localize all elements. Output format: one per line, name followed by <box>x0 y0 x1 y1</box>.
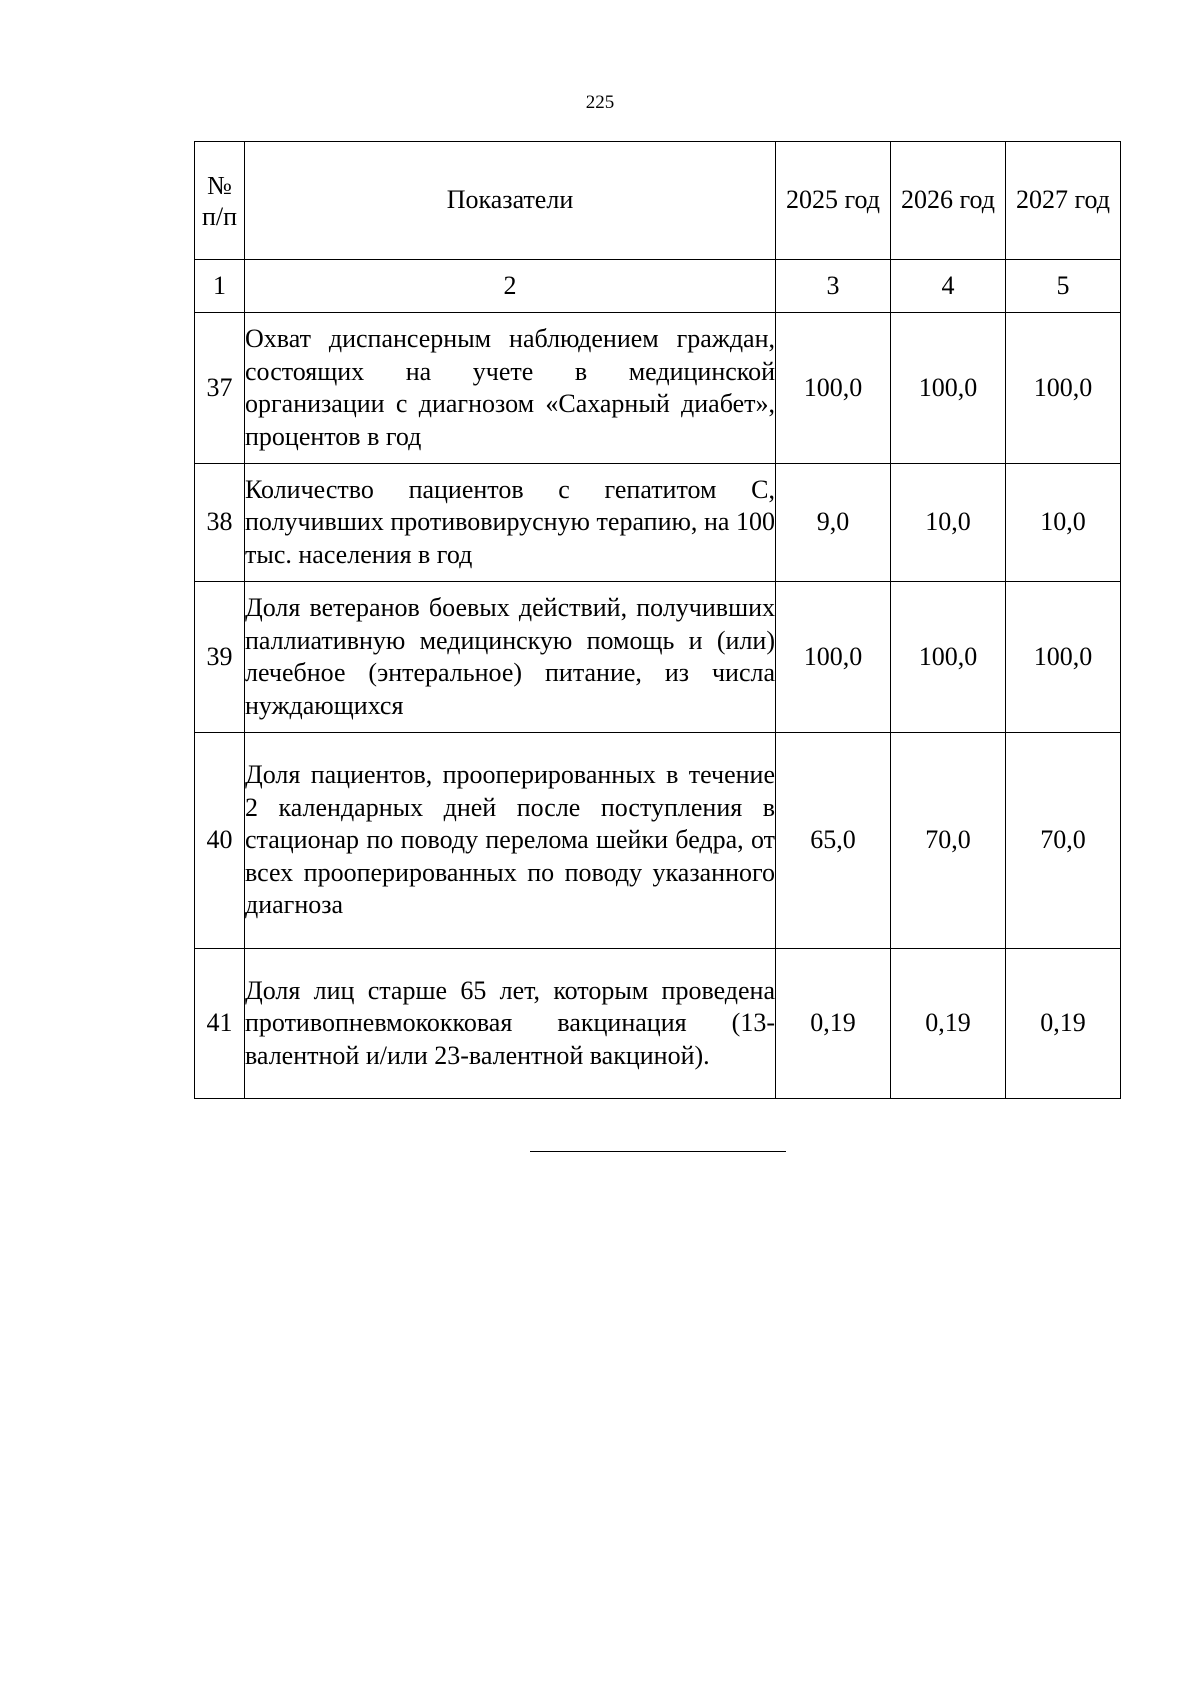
indicators-table <box>194 141 1121 1099</box>
page-number: 225 <box>585 92 615 113</box>
table-row <box>195 733 1121 949</box>
value-2025: 65,0 <box>776 733 891 949</box>
value-2025: 100,0 <box>776 313 891 464</box>
column-number: 5 <box>1006 260 1121 313</box>
column-number: 2 <box>245 260 776 313</box>
table-row <box>195 313 1121 464</box>
column-number: 1 <box>195 260 245 313</box>
value-2026: 10,0 <box>891 464 1006 582</box>
row-number: 40 <box>195 733 245 949</box>
value-2027: 10,0 <box>1006 464 1121 582</box>
value-2026: 70,0 <box>891 733 1006 949</box>
table-row <box>195 582 1121 733</box>
header-year-2026: 2026 год <box>891 142 1006 260</box>
value-2027: 100,0 <box>1006 313 1121 464</box>
table-row <box>195 949 1121 1099</box>
row-indicator: Доля лиц старше 65 лет, которым проведена противопневмококковая вакцинация (13-валентной и/или 23-валентной вакциной). <box>245 949 776 1099</box>
value-2027: 100,0 <box>1006 582 1121 733</box>
header-num: № п/п <box>195 142 245 260</box>
header-year-2025: 2025 год <box>776 142 891 260</box>
header-indicators: Показатели <box>245 142 776 260</box>
row-indicator: Доля ветеранов боевых действий, получивших паллиативную медицинскую помощь и (или) лечебное (энтеральное) питание, из числа нуждающихся <box>245 582 776 733</box>
value-2027: 0,19 <box>1006 949 1121 1099</box>
value-2025: 100,0 <box>776 582 891 733</box>
row-number: 39 <box>195 582 245 733</box>
row-number: 37 <box>195 313 245 464</box>
end-separator-line <box>530 1151 786 1152</box>
table-row <box>195 464 1121 582</box>
value-2025: 9,0 <box>776 464 891 582</box>
value-2027: 70,0 <box>1006 733 1121 949</box>
row-number: 41 <box>195 949 245 1099</box>
row-indicator: Охват диспансерным наблюдением граждан, состоящих на учете в медицинской организации с диагнозом «Сахарный диабет», процентов в год <box>245 313 776 464</box>
row-indicator: Доля пациентов, прооперированных в течение 2 календарных дней после поступления в стационар по поводу перелома шейки бедра, от всех прооперированных по поводу указанного диагноза <box>245 733 776 949</box>
value-2026: 0,19 <box>891 949 1006 1099</box>
column-number: 3 <box>776 260 891 313</box>
header-year-2027: 2027 год <box>1006 142 1121 260</box>
row-indicator: Количество пациентов с гепатитом С, получивших противовирусную терапию, на 100 тыс. населения в год <box>245 464 776 582</box>
table-header-row <box>195 142 1121 260</box>
column-number: 4 <box>891 260 1006 313</box>
row-number: 38 <box>195 464 245 582</box>
value-2026: 100,0 <box>891 313 1006 464</box>
column-number-row <box>195 260 1121 313</box>
value-2026: 100,0 <box>891 582 1006 733</box>
value-2025: 0,19 <box>776 949 891 1099</box>
